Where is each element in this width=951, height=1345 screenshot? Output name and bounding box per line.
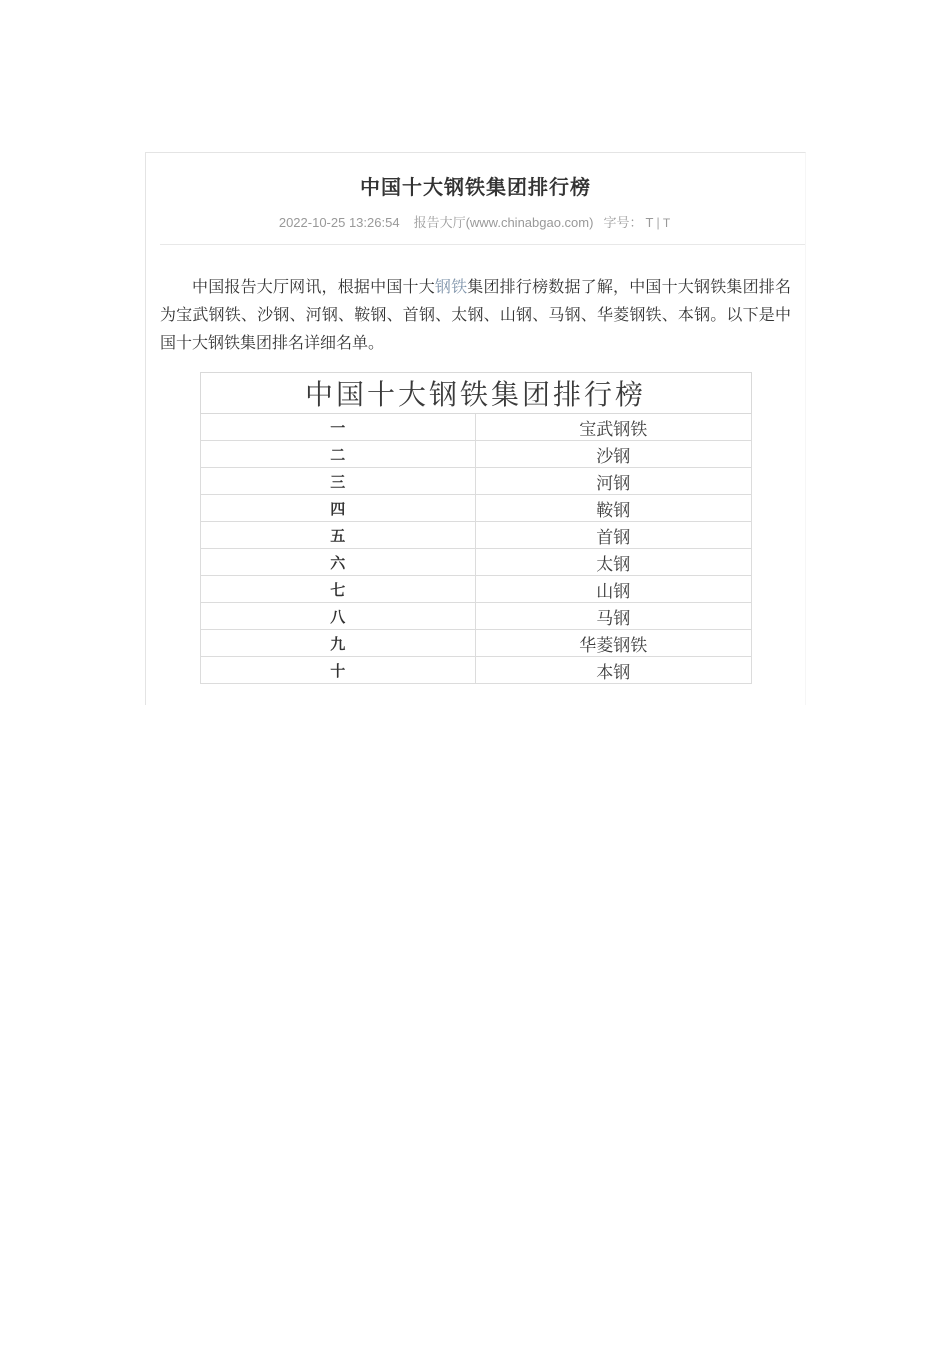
font-size-label: 字号： <box>603 215 643 230</box>
company-cell: 沙钢 <box>476 441 752 468</box>
rank-cell: 五 <box>200 522 476 549</box>
table-title: 中国十大钢铁集团排行榜 <box>200 373 751 414</box>
table-row <box>200 549 751 576</box>
table-row <box>200 468 751 495</box>
rank-cell: 一 <box>200 414 476 441</box>
paragraph-text: 集团排行榜数据了解，中国十大钢铁集团排名为宝武钢铁、沙钢、河钢、鞍钢、首钢、太钢、山钢、马钢、华菱钢铁、本钢。以下是中国十大钢铁集团排名详细名单。 <box>160 279 791 352</box>
company-cell: 鞍钢 <box>476 495 752 522</box>
ranking-table <box>200 372 752 684</box>
company-cell: 宝武钢铁 <box>476 414 752 441</box>
company-cell: 华菱钢铁 <box>476 630 752 657</box>
table-row <box>200 603 751 630</box>
rank-cell: 十 <box>200 657 476 684</box>
divider <box>160 244 805 245</box>
company-cell: 本钢 <box>476 657 752 684</box>
rank-cell: 九 <box>200 630 476 657</box>
company-cell: 太钢 <box>476 549 752 576</box>
table-row <box>200 576 751 603</box>
company-cell: 首钢 <box>476 522 752 549</box>
company-cell: 河钢 <box>476 468 752 495</box>
table-row <box>200 522 751 549</box>
table-row <box>200 441 751 468</box>
table-row <box>200 657 751 684</box>
table-header-row <box>200 373 751 414</box>
page-title: 中国十大钢铁集团排行榜 <box>360 177 591 199</box>
font-size-increase-button[interactable]: T <box>645 215 654 230</box>
rank-cell: 四 <box>200 495 476 522</box>
rank-cell: 六 <box>200 549 476 576</box>
table-row <box>200 630 751 657</box>
article-card <box>145 152 806 705</box>
rank-cell: 三 <box>200 468 476 495</box>
article-meta <box>146 212 805 231</box>
company-cell: 山钢 <box>476 576 752 603</box>
font-size-separator: | <box>656 215 660 230</box>
article-paragraph <box>160 274 791 358</box>
company-cell: 马钢 <box>476 603 752 630</box>
meta-datetime: 2022-10-25 13:26:54 <box>278 215 400 230</box>
table-row <box>200 414 751 441</box>
rank-cell: 二 <box>200 441 476 468</box>
meta-source: 报告大厅(www.chinabgao.com) <box>413 215 594 230</box>
rank-cell: 七 <box>200 576 476 603</box>
font-size-decrease-button[interactable]: T <box>662 216 671 230</box>
rank-cell: 八 <box>200 603 476 630</box>
paragraph-text: 中国报告大厅网讯，根据中国十大 <box>192 279 435 296</box>
steel-keyword-link[interactable]: 钢铁 <box>434 279 468 296</box>
table-row <box>200 495 751 522</box>
